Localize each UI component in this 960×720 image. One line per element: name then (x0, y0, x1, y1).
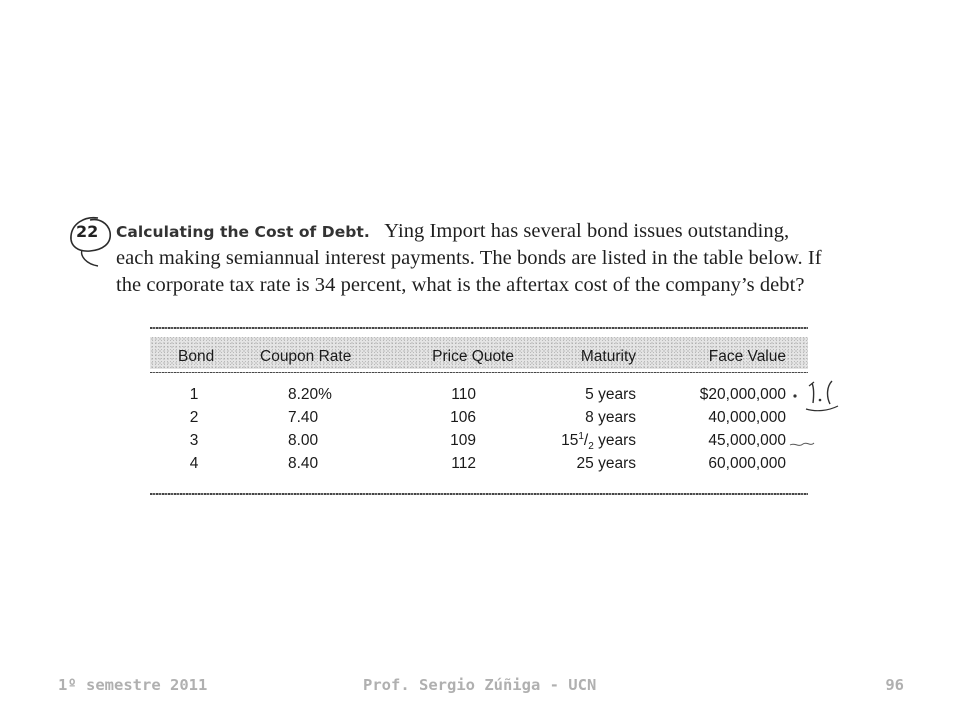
problem-text-1: Ying Import has several bond issues outstanding, (384, 220, 790, 242)
maturity-whole: 15 (561, 432, 579, 449)
problem-heading: Calculating the Cost of Debt. (116, 223, 370, 241)
cell-bond: 1 (189, 386, 199, 403)
maturity-unit: years (593, 432, 636, 449)
cell-maturity: 8 years (585, 409, 636, 426)
table-bottom-rule (150, 493, 808, 495)
handwritten-note-row-1 (806, 381, 838, 411)
problem-line-2: each making semiannual interest payments. The bonds are listed in the table below. If (116, 247, 822, 269)
bond-table (150, 327, 810, 499)
cell-face-value: 60,000,000 (708, 455, 786, 472)
cell-price-quote: 110 (451, 386, 476, 403)
maturity-fraction-numerator: 1 (578, 430, 584, 442)
cell-bond: 2 (189, 409, 199, 426)
cell-coupon-rate: 8.40 (288, 455, 319, 472)
slide-footer (0, 676, 960, 700)
footer-author: Prof. Sergio Zúñiga - UCN (363, 676, 597, 694)
header-bond: Bond (178, 348, 215, 365)
header-face-value: Face Value (708, 348, 786, 365)
cell-maturity: 5 years (585, 386, 636, 403)
cell-bond: 4 (189, 455, 199, 472)
problem-line-3: the corporate tax rate is 34 percent, what is the aftertax cost of the company’s debt? (116, 274, 805, 296)
header-coupon-rate: Coupon Rate (260, 348, 352, 365)
footer-semester: 1º semestre 2011 (58, 676, 208, 694)
footer-page-number: 96 (885, 676, 904, 694)
problem-number: 22 (76, 222, 99, 241)
cell-price-quote: 112 (451, 455, 476, 472)
cell-maturity: $15^1/_2$ years (561, 430, 636, 453)
cell-bond: 3 (189, 432, 199, 449)
header-price-quote: Price Quote (432, 348, 514, 365)
cell-coupon-rate: 7.40 (288, 409, 319, 426)
problem-line-1 (116, 220, 789, 243)
cell-face-value: 40,000,000 (708, 409, 786, 426)
cell-coupon-rate: 8.20% (288, 386, 332, 403)
table-top-rule (150, 327, 808, 329)
cell-price-quote: 106 (450, 409, 476, 426)
cell-coupon-rate: 8.00 (288, 432, 319, 449)
cell-price-quote: 109 (450, 432, 476, 449)
cell-face-value: $20,000,000 (699, 386, 786, 403)
table-header-rule (150, 372, 808, 373)
maturity-fraction-denominator: 2 (588, 441, 594, 453)
header-maturity: Maturity (580, 348, 636, 365)
cell-maturity: 25 years (576, 455, 636, 472)
cell-face-value: 45,000,000 (708, 432, 786, 449)
